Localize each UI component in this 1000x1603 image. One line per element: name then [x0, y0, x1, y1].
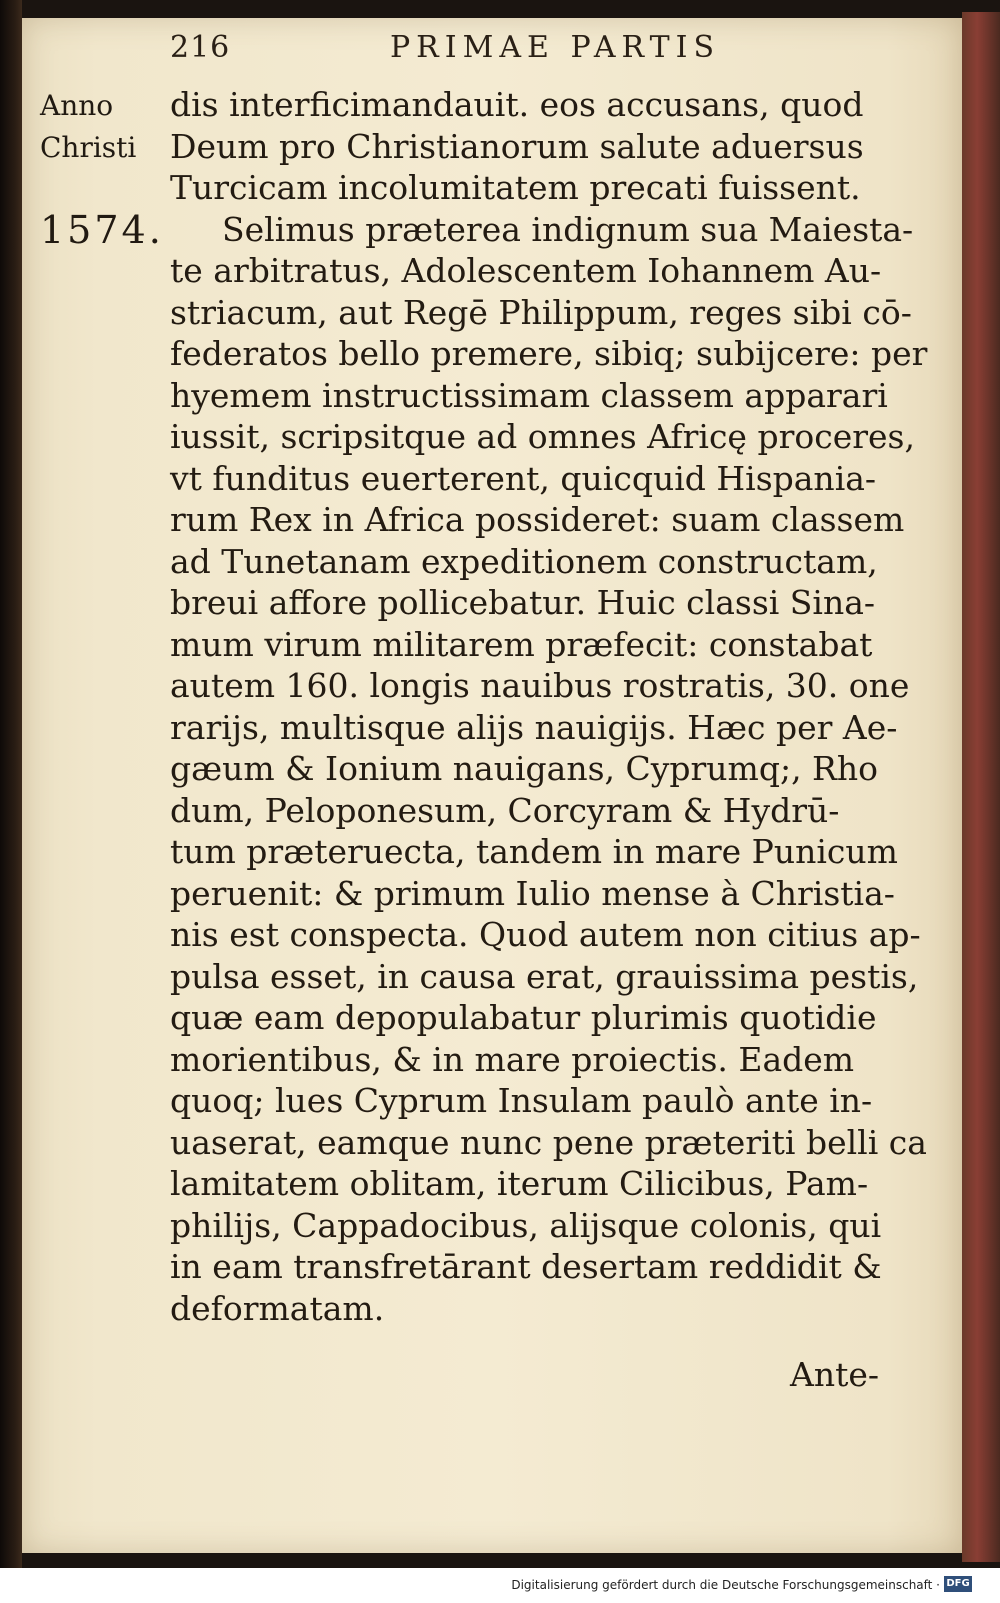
margin-note-line: Christi	[40, 130, 137, 164]
footer-credit: Digitalisierung gefördert durch die Deutsche Forschungsgemeinschaft ·	[511, 1578, 940, 1592]
text-line: striacum, aut Regē Philippum, reges sibi cō-	[170, 292, 912, 332]
body-text	[170, 84, 928, 1329]
text-line: rarijs, multisque alijs nauigijs. Hæc per Ae-	[170, 707, 898, 747]
text-line: tum præteruecta, tandem in mare Punicum	[170, 832, 898, 871]
text-line: autem 160. longis nauibus rostratis, 30. one	[170, 666, 910, 705]
text-line: philijs, Cappadocibus, alijsque colonis, qui	[170, 1205, 882, 1245]
text-line: deformatam.	[170, 1288, 385, 1328]
text-line: te arbitratus, Adolescentem Iohannem Au-	[170, 251, 882, 290]
text-line: lamitatem oblitam, iterum Cilicibus, Pam-	[170, 1164, 869, 1203]
footer-bar	[0, 1568, 1000, 1603]
text-line: federatos bello premere, sibiq; subijcere: per	[170, 334, 928, 373]
catchword: Ante-	[790, 1355, 880, 1394]
text-line: quæ eam depopulabatur plurimis quotidie	[170, 998, 877, 1037]
text-line: dis interficimandauit. eos accusans, quod	[170, 85, 864, 124]
text-line: vt funditus euerterent, quicquid Hispania-	[170, 458, 877, 498]
text-line: hyemem instructissimam classem apparari	[170, 375, 888, 415]
page-number: 216	[170, 30, 231, 65]
text-line: quoq; lues Cyprum Insulam paulò ante in-	[170, 1081, 873, 1120]
text-line: peruenit: & primum Iulio mense à Christia-	[170, 873, 895, 913]
text-line: mum virum militarem præfecit: constabat	[170, 624, 873, 664]
binding-edge	[0, 0, 22, 1568]
text-line: uaserat, eamque nunc pene præteriti belli ca	[170, 1122, 927, 1162]
text-line: nis est conspecta. Quod autem non citius ap-	[170, 915, 921, 954]
text-line: gæum & Ionium nauigans, Cyprumq;, Rho	[170, 749, 879, 788]
text-line: in eam transfretārant desertam reddidit &	[170, 1247, 882, 1286]
margin-note-line: Anno	[40, 89, 114, 122]
text-line: rum Rex in Africa possideret: suam classem	[170, 500, 905, 539]
running-head-title: PRIMAE PARTIS	[390, 30, 721, 65]
book-cover-edge	[962, 12, 1000, 1562]
margin-note	[40, 86, 170, 169]
running-head	[170, 30, 880, 74]
margin-year: 1574.	[40, 208, 164, 252]
text-line: Deum pro Christianorum salute aduersus	[170, 126, 864, 166]
text-line: Turcicam incolumitatem precati fuissent.	[170, 168, 861, 207]
text-line: morientibus, & in mare proiectis. Eadem	[170, 1039, 855, 1079]
text-line: iussit, scripsitque ad omnes Africę proceres,	[170, 417, 915, 456]
text-line: dum, Peloponesum, Corcyram & Hydrū-	[170, 790, 840, 830]
text-line: pulsa esset, in causa erat, grauissima pestis,	[170, 956, 919, 996]
dfg-logo: DFG	[944, 1576, 972, 1592]
text-line: Selimus præterea indignum sua Maiesta-	[222, 209, 914, 249]
text-line: breui affore pollicebatur. Huic classi Sina-	[170, 583, 876, 622]
text-line: ad Tunetanam expeditionem constructam,	[170, 541, 878, 581]
